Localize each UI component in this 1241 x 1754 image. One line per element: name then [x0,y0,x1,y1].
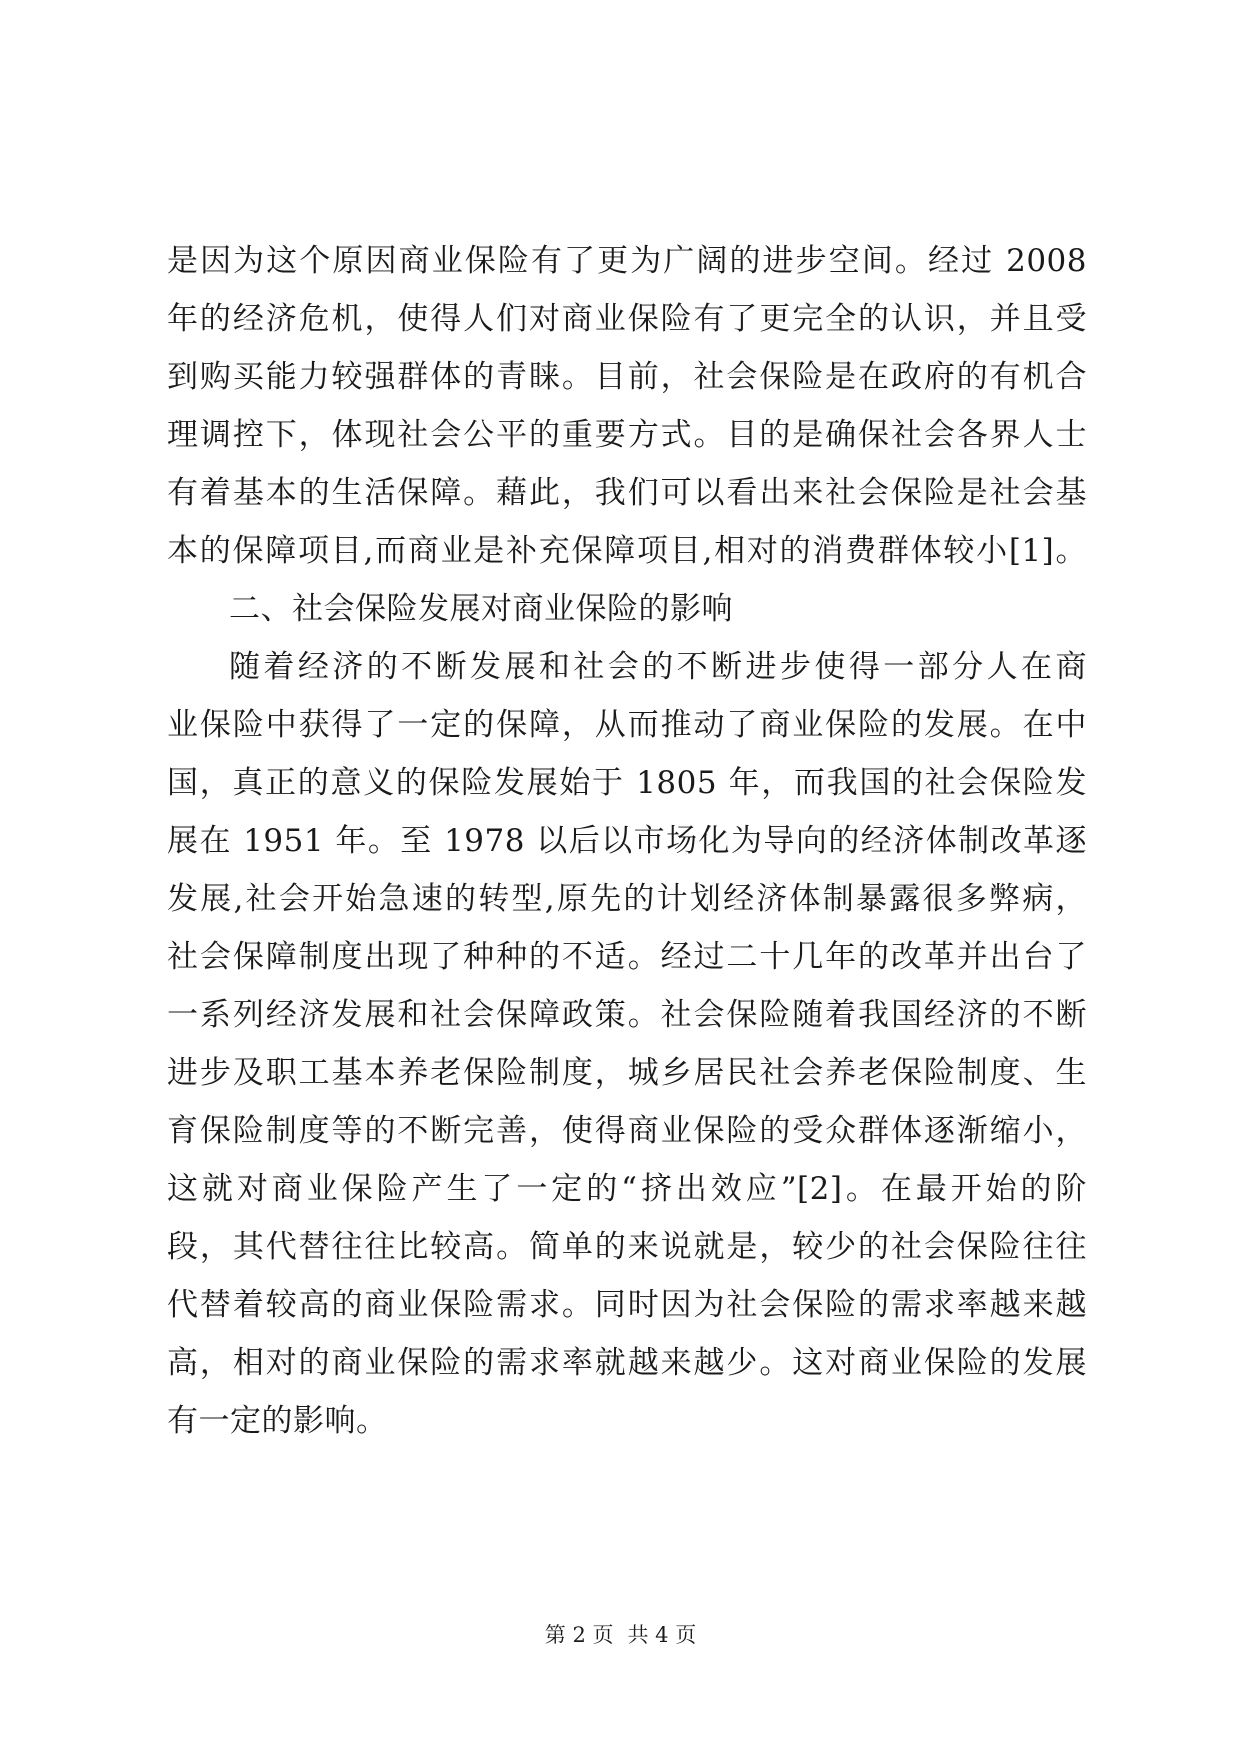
text-line: 本的保障项目,而商业是补充保障项目,相对的消费群体较小[1]。 [167,533,1087,569]
text-line: 高，相对的商业保险的需求率就越来越少。这对商业保险的发展 [167,1345,1087,1381]
section-heading: 二、社会保险发展对商业保险的影响 [229,591,733,627]
text-line: 国，真正的意义的保险发展始于 1805 年，而我国的社会保险发 [167,765,1087,801]
page-number: 第 2 页 [544,1623,614,1647]
text-line: 一系列经济发展和社会保障政策。社会保险随着我国经济的不断 [167,997,1087,1033]
text-line: 有着基本的生活保障。藉此，我们可以看出来社会保险是社会基 [167,475,1087,511]
text-line: 育保险制度等的不断完善，使得商业保险的受众群体逐渐缩小， [167,1113,1087,1149]
text-line: 发展,社会开始急速的转型,原先的计划经济体制暴露很多弊病， [167,881,1087,917]
text-line: 社会保障制度出现了种种的不适。经过二十几年的改革并出台了 [167,939,1087,975]
text-line: 代替着较高的商业保险需求。同时因为社会保险的需求率越来越 [167,1287,1087,1323]
text-line: 段，其代替往往比较高。简单的来说就是，较少的社会保险往往 [167,1229,1087,1265]
page-total: 共 4 页 [627,1623,697,1647]
document-body [167,232,1087,1450]
text-line-last: 有一定的影响。 [167,1403,388,1439]
text-line: 随着经济的不断发展和社会的不断进步使得一部分人在商 [229,649,1087,685]
text-line: 理调控下，体现社会公平的重要方式。目的是确保社会各界人士 [167,417,1087,453]
text-line: 这就对商业保险产生了一定的“挤出效应”[2]。在最开始的阶 [167,1171,1087,1207]
text-line: 展在 1951 年。至 1978 以后以市场化为导向的经济体制改革逐 [167,823,1087,859]
text-line: 到购买能力较强群体的青睐。目前，社会保险是在政府的有机合 [167,359,1087,395]
text-line: 是因为这个原因商业保险有了更为广阔的进步空间。经过 2008 [167,243,1087,279]
text-line: 业保险中获得了一定的保障，从而推动了商业保险的发展。在中 [167,707,1087,743]
text-line: 年的经济危机，使得人们对商业保险有了更完全的认识，并且受 [167,301,1087,337]
text-line: 进步及职工基本养老保险制度，城乡居民社会养老保险制度、生 [167,1055,1087,1091]
page-footer [0,1620,1241,1650]
